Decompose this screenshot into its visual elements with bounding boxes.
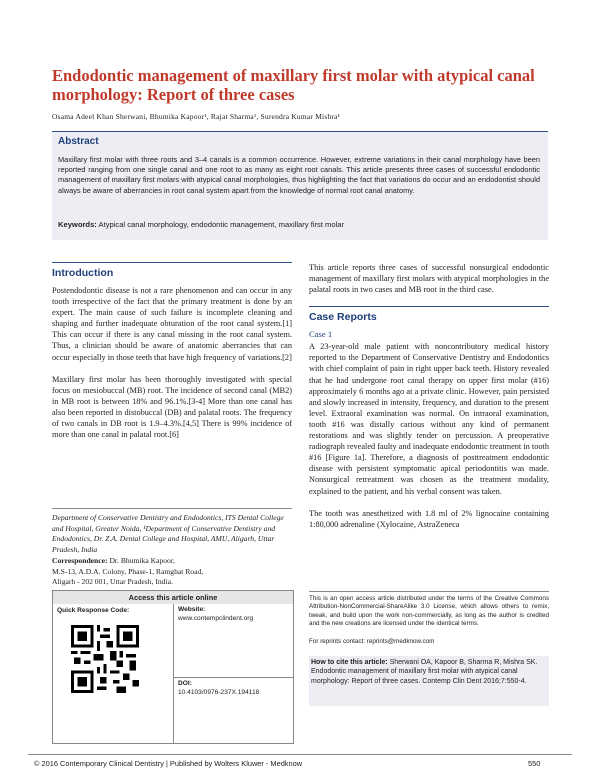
introduction-heading: Introduction (52, 262, 292, 279)
footer-copyright: © 2016 Contemporary Clinical Dentistry | Published by Wolters Kluwer - Medknow (34, 759, 303, 768)
keywords (58, 220, 540, 229)
correspondence-address-1: M.S-13, A.D.A. Colony, Phase-1, Ramghat Road, (52, 566, 204, 576)
website-label: Website: (178, 606, 206, 613)
right-intro-paragraph: This article reports three cases of successful nonsurgical endodontic management of maxillary first molars with atypical morphologies in the palatal roots in two cases and MB root in the third case. (309, 263, 549, 295)
affiliation: Department of Conservative Dentistry and Endodontics, ITS Dental College and Hospital, Greater Noida, ¹Department of Conservative Dentistry and Endodontics, Dr. Z.A. Dental College and Hospital, AMU, Aligarh, Uttar Pradesh, India (52, 508, 292, 555)
website-cell (173, 604, 293, 677)
article-title: Endodontic management of maxillary first molar with atypical canal morphology: Report of three cases (52, 66, 535, 104)
reprints-contact: For reprints contact: reprints@medknow.com (309, 638, 435, 645)
case-reports-heading: Case Reports (309, 306, 549, 323)
case-1-paragraph-2: The tooth was anesthetized with 1.8 ml of 2% lignocaine containing 1:80,000 adrenaline (Xylocaine, AstraZeneca (309, 508, 549, 529)
left-column (52, 262, 292, 440)
doi-cell (173, 677, 293, 744)
citation-label: How to cite this article: (311, 659, 388, 666)
access-online-box (52, 590, 294, 744)
doi-link[interactable]: 10.4103/0976-237X.194118 (178, 689, 260, 696)
access-title: Access this article online (53, 591, 293, 604)
citation-text: Sherwani OA, Kapoor B, Sharma R, Mishra SK. Endodontic management of maxillary first molar with atypical canal morphology: Report of three cases. Contemp Clin Dent 2016;7:550-4. (311, 659, 538, 685)
correspondence-label: Correspondence: (52, 556, 108, 565)
correspondence-address-2: Aligarh - 202 001, Uttar Pradesh, India. (52, 577, 173, 587)
right-column (309, 262, 549, 530)
qr-code-icon[interactable] (71, 625, 139, 693)
doi-label: DOI: (178, 680, 192, 687)
footer-divider (28, 754, 572, 755)
citation-box (309, 656, 549, 706)
license-notice: This is an open access article distributed under the terms of the Creative Commons Attribution-NonCommercial-ShareAlike 3.0 License, which allows others to remix, tweak, and build upon the work non-commercially, as long as the author is credited and the new creations are licensed under the identical terms. (309, 591, 549, 629)
case-1-paragraph-1: A 23-year-old male patient with noncontributory medical history reported to the Department of Conservative Dentistry and Endodontics with chief complaint of pain in right upper back teeth. History revealed that he had undergone root canal therapy on upper first molar (#16) approximately 6 months ago at a private clinic. However, pain persisted and slowly increased in intensity, frequency, and duration to the present level. Extraoral examination was normal. On intraoral examination, tooth #16 was distally carious without any kind of permanent restorations and was slightly tender on percussion. A preoperative radiograph revealed faulty and inadequate endodontic treatment in tooth #16 [Figure 1a]. Therefore, a diagnosis of posttreatment endodontic disease with persistent symptomatic apical periodontitis was made. Nonsurgical retreatment was chosen as the treatment modality, explained to the patient, and his verbal consent was taken. (309, 342, 549, 496)
page-number: 550 (528, 759, 541, 768)
author-list: Osama Adeel Khan Sherwani, Bhumika Kapoor¹, Rajat Sharma¹, Surendra Kumar Mishra¹ (52, 112, 341, 121)
abstract-heading: Abstract (58, 136, 99, 147)
keywords-text: Atypical canal morphology, endodontic management, maxillary first molar (98, 220, 345, 229)
keywords-label: Keywords: (58, 220, 97, 229)
correspondence-name: Dr. Bhumika Kapoor, (109, 556, 175, 565)
intro-paragraph-2: Maxillary first molar has been thoroughly investigated with special focus on mesiobuccal (MB) root. The incidence of second canal (MB2) in MB root is between 18% and 96.1%.[3-4] More than one canal has also been reported in distobuccal (DB) and palatal roots. The frequency of two canals in DB root is 1.9–4.3%.[4,5] There is 99% incidence of more than one canal in palatal root.[6] (52, 374, 292, 440)
case-1-label: Case 1 (309, 329, 333, 340)
abstract-text: Maxillary first molar with three roots and 3–4 canals is a common occurrence. However, extreme variations in their canal morphology have been reported ranging from one single canal and one root to as many as eight root canals. This article presents three cases of successful endodontic management of maxillary first molars with atypical canal morphologies, thus highlighting the fact that variations do occur and an endodontist should always be aware of aberrancies in root canal system apart from the knowledge of normal root canal anatomy. (58, 155, 540, 195)
website-link[interactable]: www.contempclindent.org (178, 615, 254, 622)
intro-paragraph-1: Postendodontic disease is not a rare phenomenon and can occur in any tooth irrespective of the fact that the primary treatment is done by an expert. The main cause of such failure is incomplete cleaning and shaping and further inadequate obturation of the root canal system.[1] This can occur if there is any canal missing in the root canal system. Thus, a clinician should be aware of anatomic aberrancies that can occur especially in those teeth that have high frequency of variations.[2] (52, 286, 292, 362)
qr-label: Quick Response Code: (57, 607, 130, 614)
